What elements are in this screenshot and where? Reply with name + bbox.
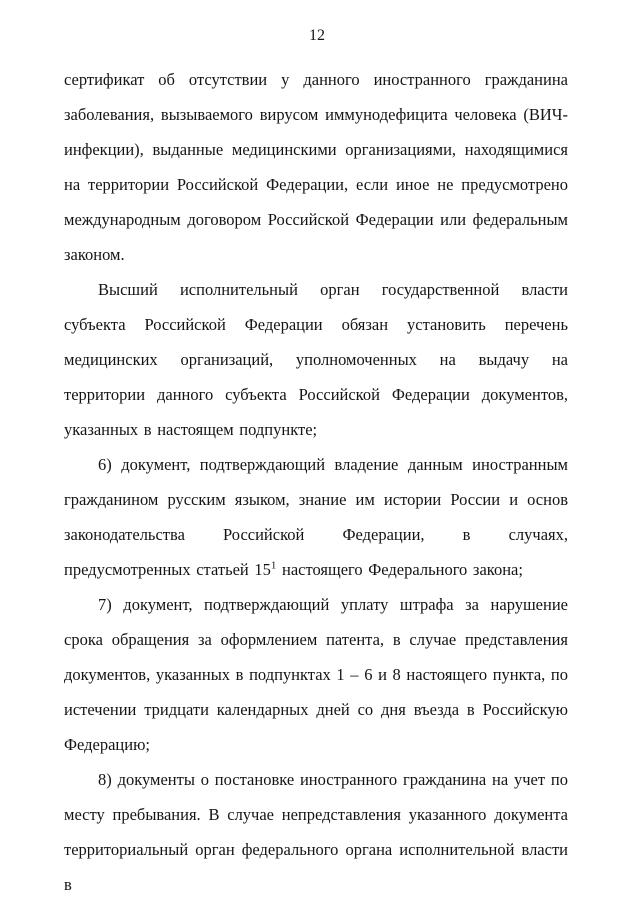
paragraph-certificate-continuation: сертификат об отсутствии у данного иностранного гражданина заболевания, вызываемого вирусом иммунодефицита человека (ВИЧ-инфекции), выданные медицинскими организациями, находящимися на территории Российской Федерации, если иное не предусмотрено международным договором Российской Федерации или федеральным законом. [64, 70, 568, 264]
paragraph-executive-authority: Высший исполнительный орган государственной власти субъекта Российской Федерации обязан установить перечень медицинских организаций, уполномоченных на выдачу на территории данного субъекта Российской Федерации документов, указанных в настоящем подпункте; [64, 280, 568, 439]
paragraph-item-6-text-tail: настоящего Федерального закона; [276, 560, 523, 579]
paragraph-item-6 [64, 447, 568, 587]
document-body [64, 62, 568, 902]
paragraph-item-6-text: 6) документ, подтверждающий владение данным иностранным гражданином русским языком, знание им истории России и основ законодательства Российской Федерации, в случаях, предусмотренных статьей 15 [64, 455, 568, 579]
article-15-superscript: 1 [270, 559, 277, 572]
paragraph-item-8: 8) документы о постановке иностранного гражданина на учет по месту пребывания. В случае непредставления указанного документа территориальный орган федерального органа исполнительной власти в [64, 770, 568, 894]
page-number: 12 [309, 27, 325, 44]
paragraph-item-7: 7) документ, подтверждающий уплату штрафа за нарушение срока обращения за оформлением патента, в случае представления документов, указанных в подпунктах 1 – 6 и 8 настоящего пункта, по истечении тридцати календарных дней со дня въезда в Российскую Федерацию; [64, 595, 568, 754]
